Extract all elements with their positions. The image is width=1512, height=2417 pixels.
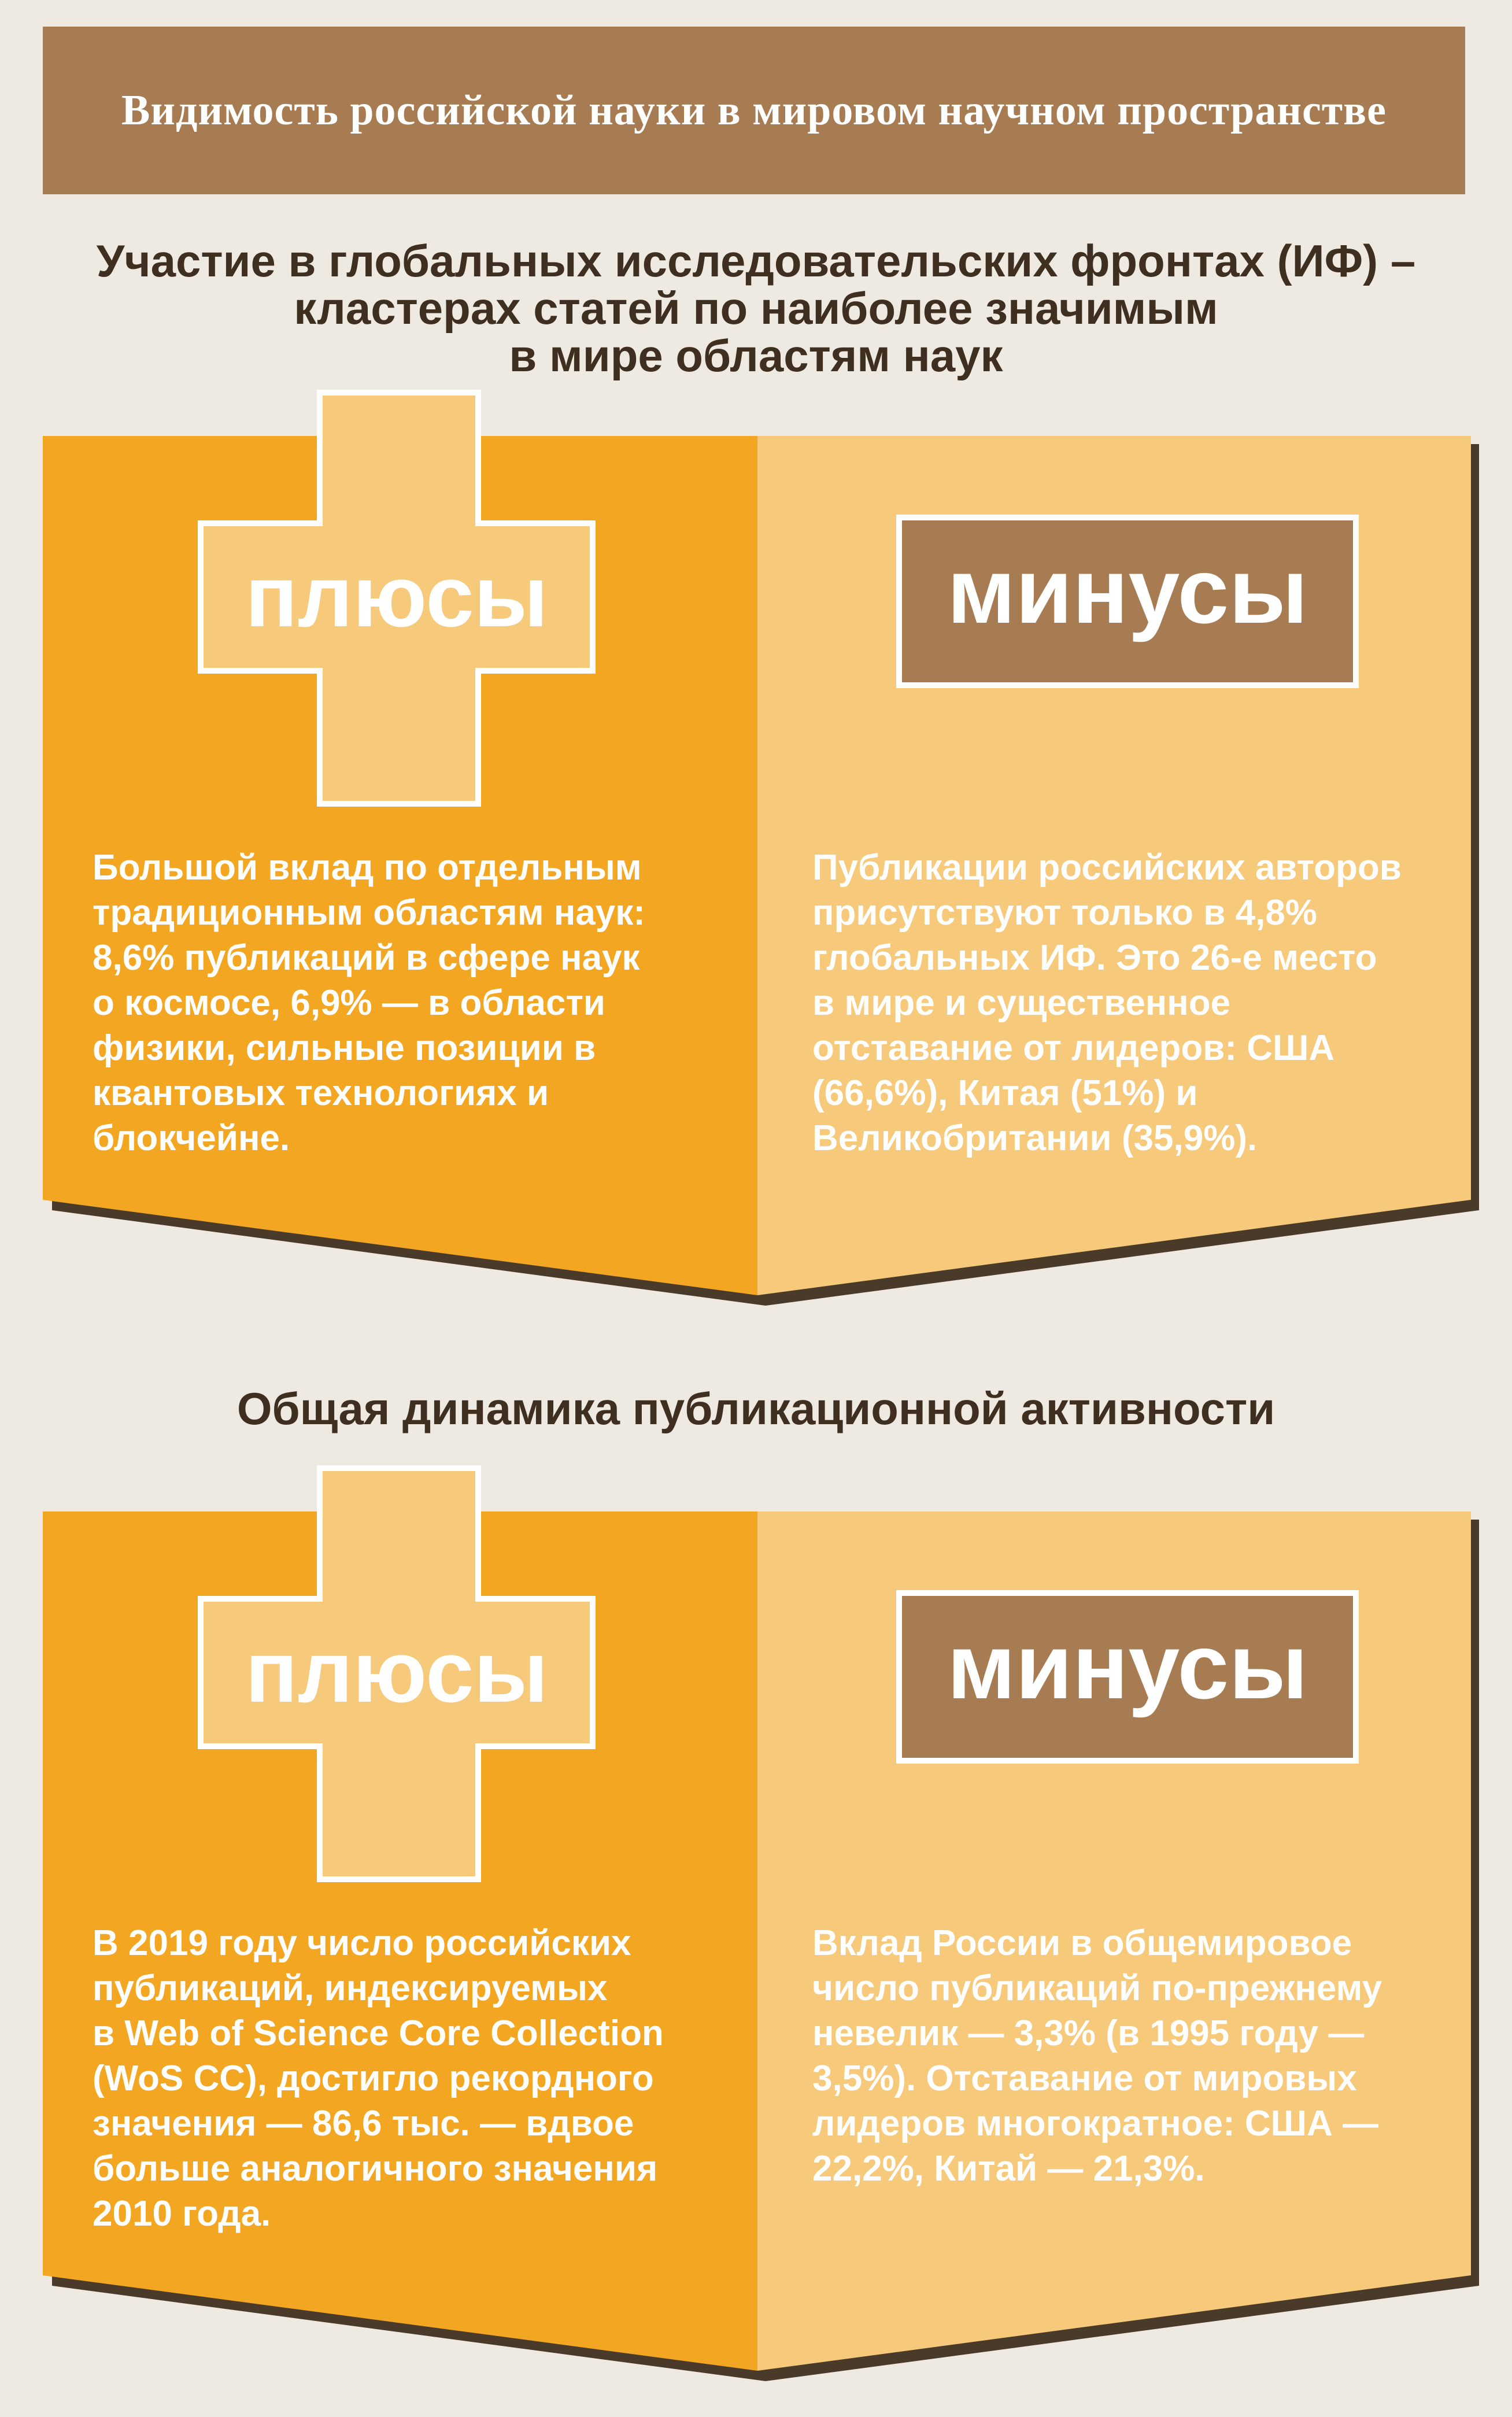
plus-text-line: В 2019 году число российских bbox=[93, 1923, 631, 1963]
plus-text-line: 2010 года. bbox=[93, 2194, 271, 2234]
minus-label: минусы bbox=[947, 1614, 1308, 1718]
plus-text-line: физики, сильные позиции в bbox=[93, 1028, 596, 1068]
minus-paragraph bbox=[812, 1921, 1382, 2191]
plus-text-line: квантовых технологиях и bbox=[93, 1073, 549, 1113]
plus-text-line: публикаций, индексируемых bbox=[93, 1968, 608, 2008]
plus-text-line: значения — 86,6 тыс. — вдвое bbox=[93, 2104, 634, 2143]
plus-text-line: больше аналогичного значения bbox=[93, 2149, 658, 2189]
section-1-heading-line: Участие в глобальных исследовательских фронтах (ИФ) – bbox=[96, 235, 1416, 286]
section-1-heading-line: кластерах статей по наиболее значимым bbox=[294, 283, 1218, 334]
minus-text-line: лидеров многократное: США — bbox=[812, 2104, 1378, 2143]
section-1-heading bbox=[0, 237, 1512, 379]
plus-paragraph bbox=[93, 845, 645, 1161]
minus-text-line: в мире и существенное bbox=[812, 983, 1231, 1023]
minus-text-line: 3,5%). Отставание от мировых bbox=[812, 2058, 1357, 2098]
minus-text-line: невелик — 3,3% (в 1995 году — bbox=[812, 2013, 1365, 2053]
minus-text-line: глобальных ИФ. Это 26-е место bbox=[812, 938, 1377, 978]
minus-text-line: Публикации российских авторов bbox=[812, 848, 1402, 888]
minus-text-line: Великобритании (35,9%). bbox=[812, 1118, 1258, 1158]
plus-label: плюсы bbox=[245, 548, 548, 645]
minus-text-line: Вклад России в общемировое bbox=[812, 1923, 1352, 1963]
minus-label: минусы bbox=[947, 539, 1308, 642]
plus-paragraph bbox=[93, 1921, 664, 2237]
minus-paragraph bbox=[812, 845, 1402, 1161]
minus-text-line: присутствуют только в 4,8% bbox=[812, 893, 1317, 933]
plus-text-line: в Web of Science Core Collection bbox=[93, 2013, 664, 2053]
minus-text-line: (66,6%), Китая (51%) и bbox=[812, 1073, 1198, 1113]
banner-title: Видимость российской науки в мировом научном пространстве bbox=[121, 86, 1387, 134]
section-2-heading-line: Общая динамика публикационной активности bbox=[236, 1383, 1276, 1434]
plus-text-line: блокчейне. bbox=[93, 1118, 290, 1158]
plus-text-line: (WoS CC), достигло рекордного bbox=[93, 2058, 654, 2098]
plus-text-line: о космосе, 6,9% — в области bbox=[93, 983, 605, 1023]
minus-text-line: 22,2%, Китай — 21,3%. bbox=[812, 2149, 1205, 2189]
section-1-heading-line: в мире областям наук bbox=[509, 330, 1003, 381]
plus-text-line: 8,6% публикаций в сфере наук bbox=[93, 938, 640, 978]
plus-text-line: Большой вклад по отдельным bbox=[93, 848, 642, 888]
plus-label: плюсы bbox=[245, 1623, 548, 1720]
minus-text-line: отставание от лидеров: США bbox=[812, 1028, 1335, 1068]
minus-text-line: число публикаций по-прежнему bbox=[812, 1968, 1382, 2008]
plus-text-line: традиционным областям наук: bbox=[93, 893, 645, 933]
section-2-heading bbox=[0, 1385, 1512, 1432]
title-banner bbox=[43, 27, 1465, 194]
